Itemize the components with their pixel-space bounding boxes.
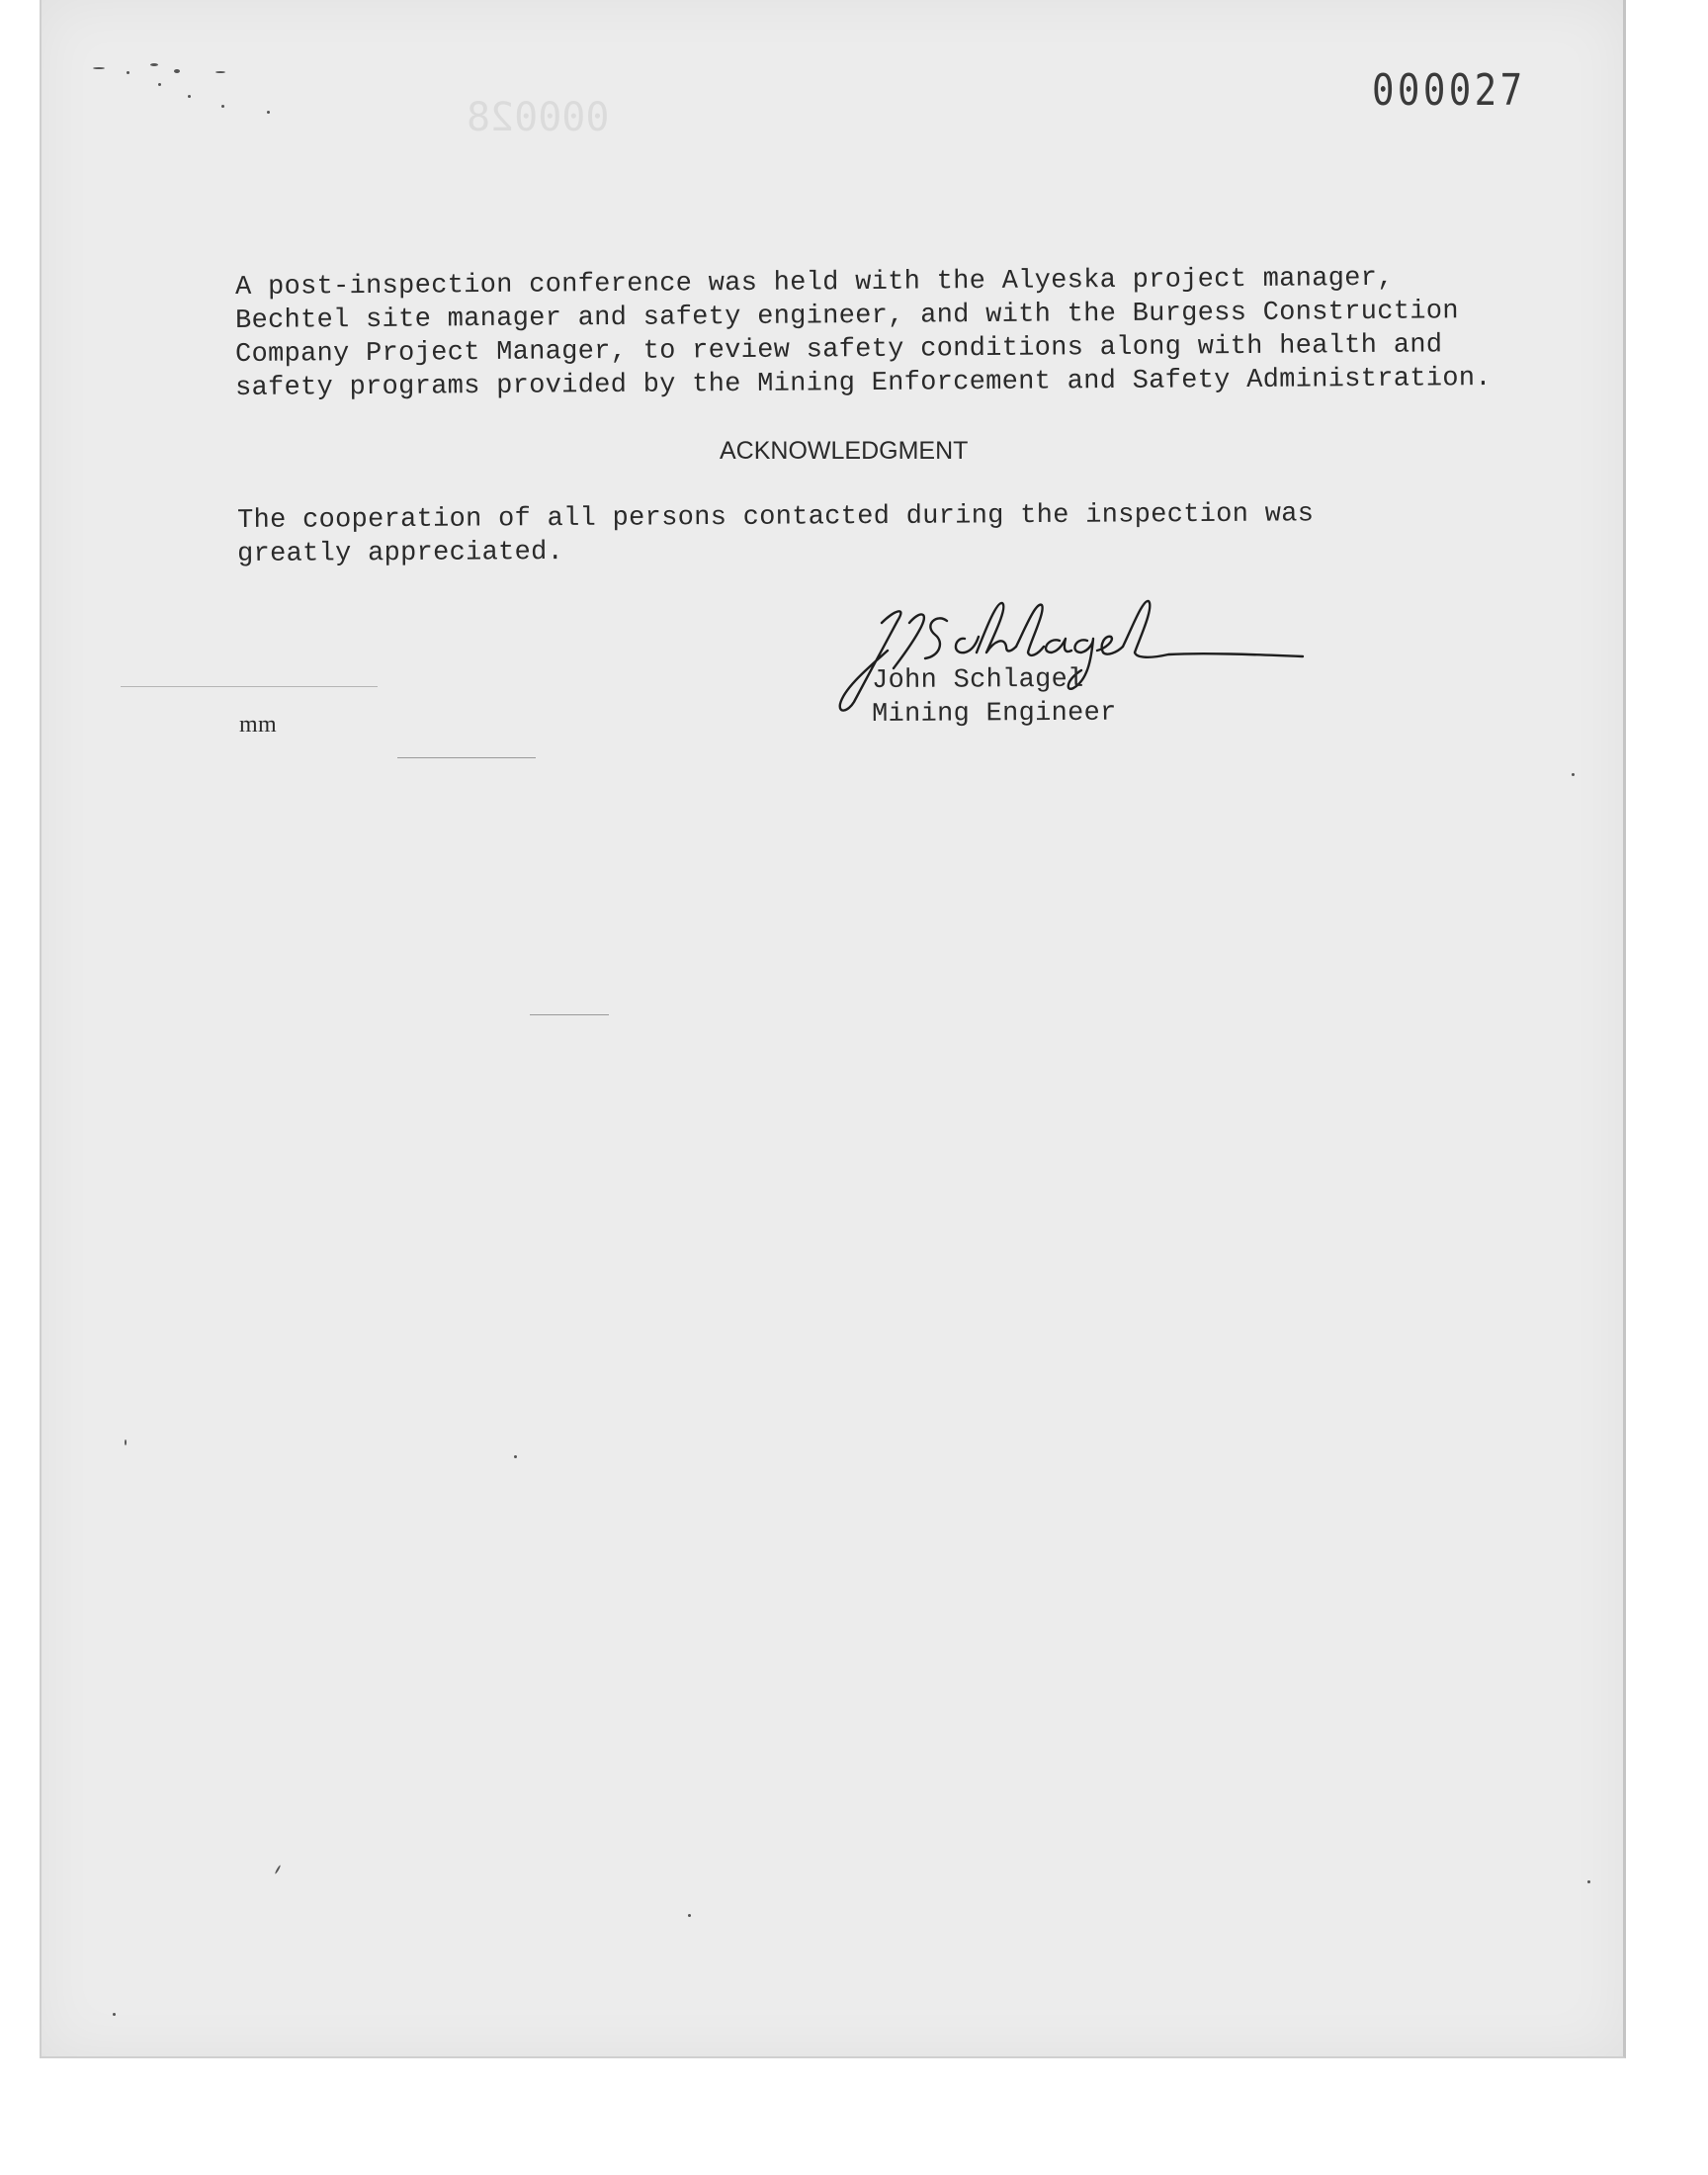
signer-name: John Schlagel xyxy=(872,664,1084,696)
paragraph-line: safety programs provided by the Mining Enforcement and Safety Administration. xyxy=(235,364,1492,403)
paragraph-line: A post-inspection conference was held with the Alyeska project manager, xyxy=(235,263,1394,303)
page-number: 000027 xyxy=(1372,65,1526,116)
faint-scan-line xyxy=(397,757,536,758)
paragraph-line: The cooperation of all persons contacted during the inspection was xyxy=(237,499,1315,536)
faint-scan-line xyxy=(530,1014,609,1015)
scan-speck xyxy=(125,1439,127,1445)
typist-initials: mm xyxy=(239,712,277,738)
scan-speck xyxy=(267,111,270,114)
scan-speck xyxy=(188,95,191,98)
scan-speck xyxy=(1572,773,1575,776)
document-sheet xyxy=(40,0,1626,2058)
scan-speck xyxy=(150,63,158,66)
scan-speck xyxy=(93,67,105,69)
bleed-through-mark: 000028 xyxy=(467,95,610,140)
faint-scan-line xyxy=(121,686,378,687)
paragraph-line: Bechtel site manager and safety engineer, and with the Burgess Construction xyxy=(235,297,1459,336)
acknowledgment-heading: ACKNOWLEDGMENT xyxy=(720,437,969,465)
scan-speck xyxy=(221,105,224,108)
scan-speck xyxy=(688,1914,691,1917)
scan-speck xyxy=(174,69,180,73)
scan-speck xyxy=(215,71,225,73)
scan-speck xyxy=(113,2013,116,2016)
scan-speck xyxy=(514,1455,517,1458)
paragraph-line: greatly appreciated. xyxy=(237,537,564,569)
paragraph-line: Company Project Manager, to review safety conditions along with health and xyxy=(235,330,1443,370)
scan-speck xyxy=(1587,1880,1590,1883)
scan-speck xyxy=(158,83,161,86)
signer-title: Mining Engineer xyxy=(872,698,1117,730)
scan-speck xyxy=(127,71,129,74)
scan-speck xyxy=(275,1865,282,1874)
